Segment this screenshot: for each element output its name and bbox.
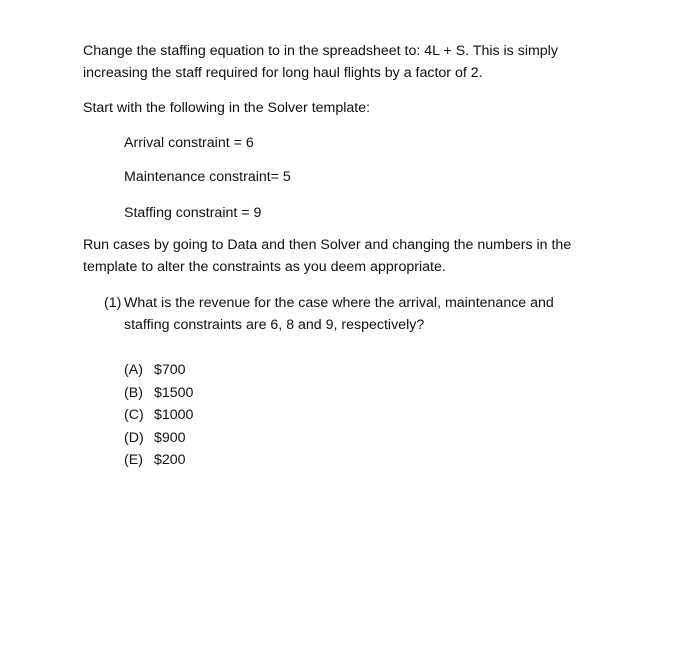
question-text: What is the revenue for the case where the arrival, maintenance and staffing constraints are 6, 8 and 9, respectively? [124,295,554,333]
option-value: $200 [154,452,186,469]
question-1 [104,292,594,336]
instructions-paragraph: Run cases by going to Data and then Solver and changing the numbers in the template to alter the constraints as you deem appropriate. [83,237,572,275]
option-value: $900 [154,429,186,446]
option-letter: (D) [124,429,144,446]
option-c[interactable] [124,404,193,427]
maintenance-constraint: Maintenance constraint= 5 [124,169,291,185]
option-value: $1500 [154,384,194,401]
option-d[interactable] [124,427,193,450]
option-letter: (C) [124,407,144,424]
option-letter: (A) [124,362,143,378]
intro-paragraph: Change the staffing equation to in the spreadsheet to: 4L + S. This is simply increasing the staff required for long haul flights by a factor of 2. [83,43,558,81]
solver-template-heading: Start with the following in the Solver template: [83,100,371,116]
option-a[interactable] [124,359,193,382]
option-value: $1000 [154,407,194,424]
arrival-constraint: Arrival constraint = 6 [124,135,254,151]
question-number: (1) [104,295,122,311]
staffing-constraint: Staffing constraint = 9 [124,205,262,221]
option-letter: (E) [124,452,143,469]
option-b[interactable] [124,382,193,405]
option-letter: (B) [124,384,143,401]
answer-options [124,359,193,472]
option-value: $700 [154,362,186,378]
option-e[interactable] [124,449,193,472]
